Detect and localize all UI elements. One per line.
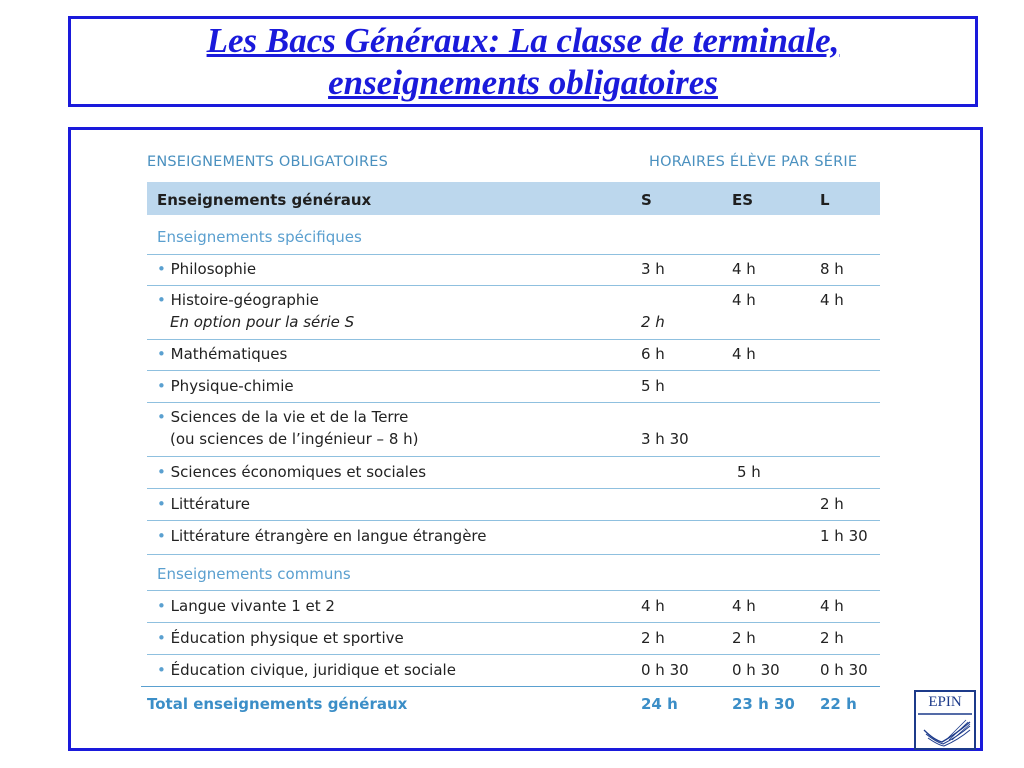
row-philosophie-es: 4 h [732,260,756,278]
row-separator [147,456,880,457]
row-litt-etrangere-label: • Littérature étrangère en langue étrangère [157,527,487,545]
book-wave-icon [916,712,974,748]
row-histoire-sub: En option pour la série S [170,313,355,331]
row-philosophie-l: 8 h [820,260,844,278]
bullet-icon: • [157,527,166,545]
row-eps-s: 2 h [641,629,665,647]
row-separator [147,622,880,623]
content-box [68,127,983,751]
row-separator [147,654,880,655]
bullet-icon: • [157,408,166,426]
row-litt-etrangere-l: 1 h 30 [820,527,868,545]
bullet-icon: • [157,291,166,309]
row-eps-l: 2 h [820,629,844,647]
row-separator [147,254,880,255]
row-separator [147,488,880,489]
row-separator [147,520,880,521]
row-maths-label: • Mathématiques [157,345,288,363]
bullet-icon: • [157,260,166,278]
table-top-left-header: ENSEIGNEMENTS OBLIGATOIRES [147,154,389,170]
bullet-icon: • [157,377,166,395]
row-physique-s: 5 h [641,377,665,395]
row-separator [147,554,880,555]
row-eps-es: 2 h [732,629,756,647]
total-s: 24 h [641,695,678,713]
row-ecjs-label: • Éducation civique, juridique et sociale [157,661,456,679]
bullet-icon: • [157,345,166,363]
logo-text: EPIN [928,694,962,710]
page-title-line-1: Les Bacs Généraux: La classe de terminale, [206,20,840,60]
row-philosophie-label: • Philosophie [157,260,257,278]
row-langue-label: • Langue vivante 1 et 2 [157,597,335,615]
column-header-es: ES [732,191,754,209]
row-maths-s: 6 h [641,345,665,363]
page-title-line-2: enseignements obligatoires [328,62,718,102]
total-separator [141,686,880,687]
row-maths-es: 4 h [732,345,756,363]
row-separator [147,339,880,340]
column-header-s: S [641,191,652,209]
row-histoire-es: 4 h [732,291,756,309]
section-specific-label: Enseignements spécifiques [157,228,362,246]
row-langue-s: 4 h [641,597,665,615]
total-l: 22 h [820,695,857,713]
row-litterature-label: • Littérature [157,495,250,513]
row-ses-label: • Sciences économiques et sociales [157,463,427,481]
row-svt-label: • Sciences de la vie et de la Terre [157,408,409,426]
row-separator [147,402,880,403]
row-litterature-l: 2 h [820,495,844,513]
table-top-right-header: HORAIRES ÉLÈVE PAR SÉRIE [649,154,858,170]
row-physique-label: • Physique-chimie [157,377,294,395]
row-histoire-l: 4 h [820,291,844,309]
row-ecjs-s: 0 h 30 [641,661,689,679]
bullet-icon: • [157,629,166,647]
total-es: 23 h 30 [732,695,795,713]
row-ecjs-l: 0 h 30 [820,661,868,679]
bullet-icon: • [157,597,166,615]
column-header-l: L [820,191,830,209]
total-label: Total enseignements généraux [147,695,408,713]
row-separator [147,285,880,286]
row-separator [147,590,880,591]
row-ses-es: 5 h [737,463,761,481]
bullet-icon: • [157,495,166,513]
section-common-label: Enseignements communs [157,565,351,583]
column-header-subjects: Enseignements généraux [157,191,372,209]
row-svt-s: 3 h 30 [641,430,689,448]
row-separator [147,370,880,371]
row-histoire-label: • Histoire-géographie [157,291,319,309]
row-eps-label: • Éducation physique et sportive [157,629,404,647]
row-ecjs-es: 0 h 30 [732,661,780,679]
bullet-icon: • [157,661,166,679]
row-langue-es: 4 h [732,597,756,615]
epin-logo [914,690,976,750]
row-svt-sub: (ou sciences de l’ingénieur – 8 h) [170,430,419,448]
row-langue-l: 4 h [820,597,844,615]
title-box [68,16,978,107]
row-philosophie-s: 3 h [641,260,665,278]
bullet-icon: • [157,463,166,481]
row-histoire-s: 2 h [641,313,665,331]
